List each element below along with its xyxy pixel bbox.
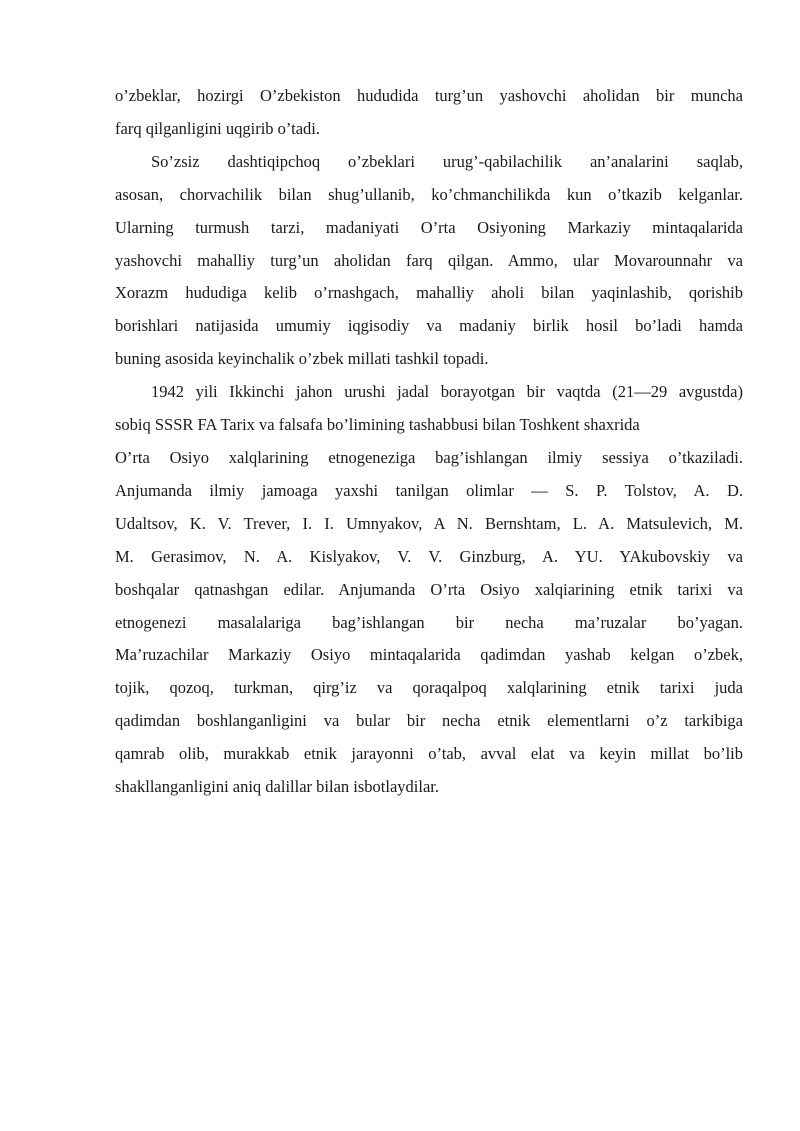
text-line: shakllanganligini aniq dalillar bilan isbotlaydilar. [115, 777, 439, 797]
text-line: sobiq SSSR FA Tarix va falsafa bo’limining tashabbusi bilan Toshkent shaxrida [115, 415, 640, 435]
text-line: farq qilganligini uqgirib o’tadi. [115, 118, 320, 138]
text-line: Udaltsov, K. V. Trever, I. I. Umnyakov, A N. Bernshtam, L. A. Matsulevich, M. [115, 513, 743, 533]
text-line: So’zsiz dashtiqipchoq o’zbeklari urug’-qabilachilik an’analarini saqlab, [151, 151, 743, 171]
text-line: o’zbeklar, hozirgi O’zbekiston hududida turg’un yashovchi aholidan bir muncha [115, 86, 743, 105]
text-line: Ma’ruzachilar Markaziy Osiyo mintaqalarida qadimdan yashab kelgan o’zbek, [115, 645, 743, 665]
text-line: Anjumanda ilmiy jamoaga yaxshi tanilgan olimlar — S. P. Tolstov, A. D. [115, 480, 743, 500]
text-line: 1942 yili Ikkinchi jahon urushi jadal borayotgan bir vaqtda (21—29 avgustda) [151, 382, 743, 402]
text-line: Ularning turmush tarzi, madaniyati O’rta Osiyoning Markaziy mintaqalarida [115, 217, 743, 237]
document-page [115, 80, 743, 804]
text-line: qamrab olib, murakkab etnik jarayonni o’tab, avval elat va keyin millat bo’lib [115, 744, 743, 764]
paragraph-2 [115, 146, 743, 376]
text-line: yashovchi mahalliy turg’un aholidan farq qilgan. Ammo, ular Movarounnahr va [115, 250, 743, 270]
text-line: Xorazm hududiga kelib o’rnashgach, mahalliy aholi bilan yaqinlashib, qorishib [115, 283, 743, 303]
text-line: asosan, chorvachilik bilan shug’ullanib, ko’chmanchilikda kun o’tkazib kelganlar. [115, 184, 743, 204]
paragraph-1 [115, 80, 743, 146]
text-line: tojik, qozoq, turkman, qirg’iz va qoraqalpoq xalqlarining etnik tarixi juda [115, 678, 743, 698]
text-line: boshqalar qatnashgan edilar. Anjumanda O’rta Osiyo xalqiarining etnik tarixi va [115, 579, 743, 599]
text-line: etnogenezi masalalariga bag’ishlangan bir necha ma’ruzalar bo’yagan. [115, 612, 743, 632]
text-line: qadimdan boshlanganligini va bular bir necha etnik elementlarni o’z tarkibiga [115, 711, 743, 731]
text-line: borishlari natijasida umumiy iqgisodiy va madaniy birlik hosil bo’ladi hamda [115, 316, 743, 336]
paragraph-3 [115, 376, 743, 804]
text-line: M. Gerasimov, N. A. Kislyakov, V. V. Ginzburg, A. YU. YAkubovskiy va [115, 546, 743, 566]
text-line: O’rta Osiyo xalqlarining etnogeneziga bag’ishlangan ilmiy sessiya o’tkaziladi. [115, 447, 743, 467]
text-line: buning asosida keyinchalik o’zbek millati tashkil topadi. [115, 349, 489, 369]
